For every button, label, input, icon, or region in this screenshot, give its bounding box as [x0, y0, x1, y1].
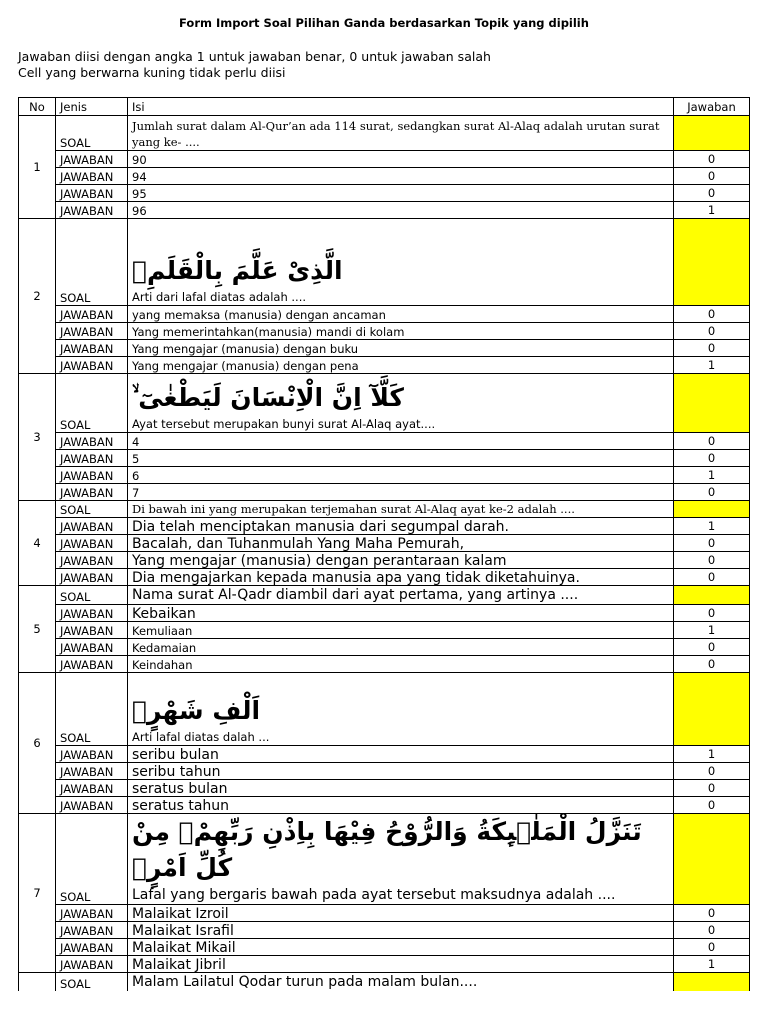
- answer-option: Kebaikan: [128, 605, 674, 622]
- type-jawaban: JAWABAN: [56, 656, 128, 673]
- answer-value: 1: [674, 357, 750, 374]
- type-jawaban: JAWABAN: [56, 569, 128, 586]
- answer-value: 1: [674, 518, 750, 535]
- answer-key-cell: [674, 501, 750, 518]
- type-jawaban: JAWABAN: [56, 151, 128, 168]
- answer-row: [19, 306, 750, 323]
- type-soal: SOAL: [56, 973, 128, 992]
- answer-option: Malaikat Jibril: [128, 956, 674, 973]
- answer-row: [19, 552, 750, 569]
- type-jawaban: JAWABAN: [56, 746, 128, 763]
- answer-row: [19, 622, 750, 639]
- answer-option: Malaikat Mikail: [128, 939, 674, 956]
- answer-option: seratus bulan: [128, 780, 674, 797]
- answer-row: [19, 780, 750, 797]
- type-soal: SOAL: [56, 219, 128, 306]
- arabic-verse: كَلَّآ اِنَّ الْاِنْسَانَ لَيَطْغٰىٓ ۙ: [132, 383, 404, 412]
- instructions: [18, 49, 491, 81]
- answer-row: [19, 656, 750, 673]
- answer-key-cell: [674, 586, 750, 605]
- answer-value: 0: [674, 340, 750, 357]
- answer-value: 0: [674, 569, 750, 586]
- answer-value: 0: [674, 151, 750, 168]
- answer-option: 95: [128, 185, 674, 202]
- header-jenis: Jenis: [56, 98, 128, 116]
- answer-row: [19, 433, 750, 450]
- answer-option: Keindahan: [128, 656, 674, 673]
- question-row: [19, 219, 750, 306]
- question-text: Jumlah surat dalam Al-Qur’an ada 114 surat, sedangkan surat Al-Alaq adalah urutan surat yang ke- ....: [132, 119, 660, 149]
- type-jawaban: JAWABAN: [56, 202, 128, 219]
- answer-value: 0: [674, 763, 750, 780]
- question-number: [19, 973, 56, 992]
- type-jawaban: JAWABAN: [56, 552, 128, 569]
- question-row: [19, 814, 750, 905]
- answer-value: 0: [674, 306, 750, 323]
- type-jawaban: JAWABAN: [56, 357, 128, 374]
- answer-value: 1: [674, 746, 750, 763]
- answer-option: Malaikat Izroil: [128, 905, 674, 922]
- type-jawaban: JAWABAN: [56, 484, 128, 501]
- answer-value: 1: [674, 956, 750, 973]
- question-text: Nama surat Al-Qadr diambil dari ayat pertama, yang artinya ....: [132, 587, 579, 603]
- answer-value: 0: [674, 168, 750, 185]
- answer-option: Dia telah menciptakan manusia dari segumpal darah.: [128, 518, 674, 535]
- question-text: Di bawah ini yang merupakan terjemahan surat Al-Alaq ayat ke-2 adalah ....: [132, 502, 575, 516]
- answer-value: 1: [674, 622, 750, 639]
- answer-row: [19, 797, 750, 814]
- header-row: [19, 98, 750, 116]
- type-soal: SOAL: [56, 116, 128, 151]
- question-content: [128, 219, 674, 306]
- question-table: [18, 97, 750, 991]
- answer-value: 0: [674, 552, 750, 569]
- question-text: Ayat tersebut merupakan bunyi surat Al-Alaq ayat....: [132, 417, 436, 431]
- arabic-verse: الَّذِىْ عَلَّمَ بِالْقَلَمِۙ: [132, 256, 343, 285]
- answer-value: 0: [674, 780, 750, 797]
- question-text: Arti dari lafal diatas adalah ....: [132, 290, 307, 304]
- answer-key-cell: [674, 814, 750, 905]
- answer-row: [19, 168, 750, 185]
- question-text: Lafal yang bergaris bawah pada ayat tersebut maksudnya adalah ....: [132, 887, 616, 903]
- type-soal: SOAL: [56, 501, 128, 518]
- answer-row: [19, 639, 750, 656]
- answer-row: [19, 202, 750, 219]
- answer-key-cell: [674, 374, 750, 433]
- question-row: [19, 116, 750, 151]
- type-jawaban: JAWABAN: [56, 340, 128, 357]
- answer-value: 0: [674, 535, 750, 552]
- question-row: [19, 673, 750, 746]
- answer-option: Bacalah, dan Tuhanmulah Yang Maha Pemurah,: [128, 535, 674, 552]
- type-soal: SOAL: [56, 374, 128, 433]
- answer-value: 0: [674, 922, 750, 939]
- instruction-line: Jawaban diisi dengan angka 1 untuk jawaban benar, 0 untuk jawaban salah: [18, 49, 491, 64]
- answer-row: [19, 746, 750, 763]
- instruction-line: Cell yang berwarna kuning tidak perlu diisi: [18, 65, 286, 80]
- question-content: [128, 116, 674, 151]
- answer-row: [19, 518, 750, 535]
- answer-row: [19, 605, 750, 622]
- arabic-verse: تَنَزَّلُ الْمَلٰۤىِٕكَةُ وَالرُّوْحُ فِيْهَا بِاِذْنِ رَبِّهِمْۚ مِنْ كُلِّ اَمْرٍۛ: [132, 817, 642, 882]
- answer-value: 0: [674, 656, 750, 673]
- question-number: 3: [19, 374, 56, 501]
- page-title: Form Import Soal Pilihan Ganda berdasarkan Topik yang dipilih: [179, 16, 589, 30]
- answer-row: [19, 323, 750, 340]
- answer-option: Kemuliaan: [128, 622, 674, 639]
- type-jawaban: JAWABAN: [56, 323, 128, 340]
- header-jawaban: Jawaban: [674, 98, 750, 116]
- type-jawaban: JAWABAN: [56, 306, 128, 323]
- answer-option: seribu tahun: [128, 763, 674, 780]
- question-text: Malam Lailatul Qodar turun pada malam bulan....: [132, 974, 478, 990]
- answer-option: seratus tahun: [128, 797, 674, 814]
- answer-value: 0: [674, 433, 750, 450]
- answer-row: [19, 185, 750, 202]
- answer-option: Yang mengajar (manusia) dengan perantaraan kalam: [128, 552, 674, 569]
- type-jawaban: JAWABAN: [56, 780, 128, 797]
- answer-option: 94: [128, 168, 674, 185]
- type-jawaban: JAWABAN: [56, 905, 128, 922]
- answer-row: [19, 467, 750, 484]
- answer-value: 0: [674, 939, 750, 956]
- question-content: [128, 501, 674, 518]
- answer-row: [19, 357, 750, 374]
- answer-option: seribu bulan: [128, 746, 674, 763]
- question-number: 4: [19, 501, 56, 586]
- answer-value: 0: [674, 185, 750, 202]
- question-content: [128, 586, 674, 605]
- answer-row: [19, 484, 750, 501]
- type-jawaban: JAWABAN: [56, 922, 128, 939]
- type-jawaban: JAWABAN: [56, 450, 128, 467]
- answer-option: Kedamaian: [128, 639, 674, 656]
- question-row: [19, 374, 750, 433]
- type-jawaban: JAWABAN: [56, 433, 128, 450]
- answer-row: [19, 450, 750, 467]
- answer-option: 6: [128, 467, 674, 484]
- type-soal: SOAL: [56, 586, 128, 605]
- answer-option: Yang memerintahkan(manusia) mandi di kolam: [128, 323, 674, 340]
- answer-row: [19, 569, 750, 586]
- header-no: No: [19, 98, 56, 116]
- answer-value: 0: [674, 323, 750, 340]
- answer-value: 0: [674, 639, 750, 656]
- question-content: [128, 673, 674, 746]
- answer-option: 96: [128, 202, 674, 219]
- question-number: 5: [19, 586, 56, 673]
- question-row: [19, 501, 750, 518]
- answer-value: 0: [674, 484, 750, 501]
- answer-row: [19, 340, 750, 357]
- type-jawaban: JAWABAN: [56, 467, 128, 484]
- answer-value: 0: [674, 797, 750, 814]
- type-jawaban: JAWABAN: [56, 605, 128, 622]
- question-number: 2: [19, 219, 56, 374]
- answer-row: [19, 763, 750, 780]
- type-jawaban: JAWABAN: [56, 956, 128, 973]
- question-text: Arti lafal diatas dalah ...: [132, 730, 270, 744]
- answer-value: 0: [674, 450, 750, 467]
- arabic-verse: اَلْفِ شَهْرٍۗ: [132, 696, 261, 725]
- type-soal: SOAL: [56, 673, 128, 746]
- answer-option: 90: [128, 151, 674, 168]
- answer-row: [19, 956, 750, 973]
- question-content: [128, 973, 674, 992]
- answer-value: 0: [674, 905, 750, 922]
- type-soal: SOAL: [56, 814, 128, 905]
- answer-row: [19, 905, 750, 922]
- question-content: [128, 374, 674, 433]
- question-row: [19, 973, 750, 992]
- answer-key-cell: [674, 973, 750, 992]
- answer-option: Dia mengajarkan kepada manusia apa yang tidak diketahuinya.: [128, 569, 674, 586]
- answer-option: Yang mengajar (manusia) dengan pena: [128, 357, 674, 374]
- answer-option: Yang mengajar (manusia) dengan buku: [128, 340, 674, 357]
- answer-option: Malaikat Israfil: [128, 922, 674, 939]
- header-isi: Isi: [128, 98, 674, 116]
- question-row: [19, 586, 750, 605]
- answer-row: [19, 535, 750, 552]
- answer-option: 7: [128, 484, 674, 501]
- answer-value: 1: [674, 202, 750, 219]
- type-jawaban: JAWABAN: [56, 185, 128, 202]
- answer-row: [19, 151, 750, 168]
- type-jawaban: JAWABAN: [56, 518, 128, 535]
- answer-option: 5: [128, 450, 674, 467]
- question-number: 7: [19, 814, 56, 973]
- question-number: 6: [19, 673, 56, 814]
- answer-value: 0: [674, 605, 750, 622]
- type-jawaban: JAWABAN: [56, 763, 128, 780]
- question-content: [128, 814, 674, 905]
- answer-row: [19, 922, 750, 939]
- type-jawaban: JAWABAN: [56, 535, 128, 552]
- type-jawaban: JAWABAN: [56, 797, 128, 814]
- answer-key-cell: [674, 673, 750, 746]
- question-number: 1: [19, 116, 56, 219]
- answer-option: 4: [128, 433, 674, 450]
- type-jawaban: JAWABAN: [56, 622, 128, 639]
- answer-option: yang memaksa (manusia) dengan ancaman: [128, 306, 674, 323]
- type-jawaban: JAWABAN: [56, 939, 128, 956]
- answer-value: 1: [674, 467, 750, 484]
- answer-key-cell: [674, 219, 750, 306]
- answer-row: [19, 939, 750, 956]
- type-jawaban: JAWABAN: [56, 168, 128, 185]
- type-jawaban: JAWABAN: [56, 639, 128, 656]
- answer-key-cell: [674, 116, 750, 151]
